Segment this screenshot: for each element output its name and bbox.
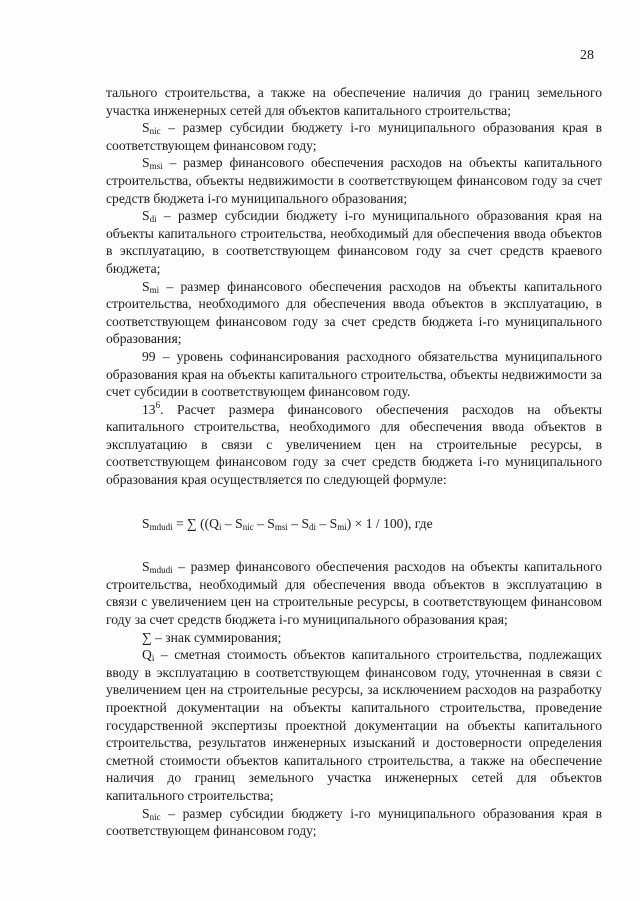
paragraph-continuation: тального строительства, а также на обеспечение наличия до границ земельного участка инженерных сетей для объектов капитального строительства;: [106, 85, 602, 118]
definition-sum-sign: ∑ – знак суммирования;: [142, 629, 282, 645]
definition-s-nic: $S_{nic}$ – размер субсидии бюджету i-го муниципального образования края в соответствующем финансовом году;: [106, 120, 602, 153]
definition-s-mdudi: $S_{mdudi}$ – размер финансового обеспечения расходов на объекты капитального строительства, необходимый для обеспечения ввода объектов в эксплуатацию в связи с увеличением цен на строительные ресурсы, в соответствующем финансовом году за счет средств бюджета i-го муниципального образования края;: [106, 559, 602, 628]
formula-s-mdudi: $S_{mdudi}$ = ∑ $((Q_i - S_{nic} - S_{msi} - S_{di} - S_{mi}) \times 1 / 100)$, где: [142, 515, 433, 532]
definition-s-mi: $S_{mi}$ – размер финансового обеспечения расходов на объекты капитального строительства, необходимого для обеспечения ввода объектов в эксплуатацию, в соответствующем финансовом году за счет средств бюджета i-го муниципального образования;: [106, 278, 602, 347]
page-number: 28: [580, 48, 594, 63]
definition-99: 99 – уровень софинансирования расходного обязательства муниципального образования края на объекты капитального строительства, объекты недвижимости за счет субсидии в соответствующем финансовом году.: [106, 348, 602, 400]
definition-s-nic-2: $S_{nic}$ – размер субсидии бюджету i-го муниципального образования края в соответствующем финансовом году;: [106, 805, 602, 839]
definition-s-di: $S_{di}$ – размер субсидии бюджету i-го муниципального образования края на объекты капитального строительства, необходимый для обеспечения ввода объектов в эксплуатацию, в соответствующем финансовом году за счет средств краевого бюджета;: [106, 208, 602, 276]
definition-q-i: $Q_i$ – сметная стоимость объектов капитального строительства, подлежащих вводу в эксплуатацию в соответствующем финансовом году, уточненная в связи с увеличением цен на строительные ресурсы, за исключением расходов на разработку проектной документации на объекты капитального строительства, проведение государственной экспертизы проектной документации на объекты капитального строительства, результатов инженерных изысканий и достоверности определения сметной стоимости объектов капитального строительства, а также на обеспечение наличия до границ земельного участка инженерных сетей для объектов капитального строительства;: [106, 647, 602, 803]
document-body: [106, 84, 602, 840]
clause-13-6: $13^6$. Расчет размера финансового обеспечения расходов на объекты капитального строительства, необходимого для обеспечения ввода объектов в эксплуатацию в связи с увеличением цен на строительные ресурсы, в соответствующем финансовом году за счет средств бюджета i-го муниципального образования края осуществляется по следующей формуле:: [106, 399, 602, 488]
definition-s-msi: $S_{msi}$ – размер финансового обеспечения расходов на объекты капитального строительства, объекты недвижимости в соответствующем финансовом году за счет средств бюджета i-го муниципального образования;: [106, 155, 602, 206]
